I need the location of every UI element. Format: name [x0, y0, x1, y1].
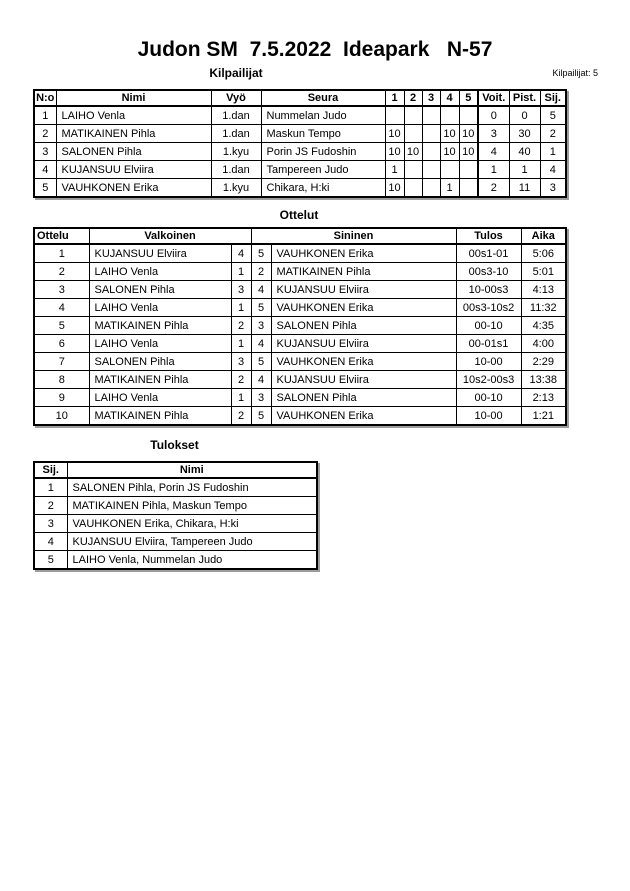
competitors-count-label: Kilpailijat: 5	[552, 68, 598, 78]
cell-white-number: 1	[231, 263, 251, 281]
cell-white-number: 3	[231, 281, 251, 299]
cell-white-name: MATIKAINEN Pihla	[89, 317, 231, 335]
cell-blue-name: SALONEN Pihla	[271, 317, 456, 335]
col-header-voit: Voit.	[478, 90, 509, 106]
cell-voit: 2	[478, 179, 509, 198]
cell-blue-number: 2	[251, 263, 271, 281]
cell-match-no: 7	[34, 353, 89, 371]
table-row	[34, 389, 566, 407]
table-row	[34, 371, 566, 389]
cell-time: 4:35	[521, 317, 566, 335]
cell-score-5	[459, 179, 478, 198]
cell-result: 00-10	[456, 317, 521, 335]
cell-name-club: SALONEN Pihla, Porin JS Fudoshin	[67, 478, 317, 497]
cell-seura: Maskun Tempo	[261, 125, 385, 143]
col-header-pist: Pist.	[509, 90, 540, 106]
cell-blue-name: VAUHKONEN Erika	[271, 353, 456, 371]
cell-white-number: 2	[231, 317, 251, 335]
cell-nimi: MATIKAINEN Pihla	[56, 125, 211, 143]
matches-table	[33, 227, 567, 426]
col-header-vyo: Vyö	[211, 90, 261, 106]
section-heading-tulokset: Tulokset	[150, 438, 199, 452]
cell-score-3	[422, 143, 440, 161]
cell-voit: 4	[478, 143, 509, 161]
cell-sij: 3	[540, 179, 566, 198]
col-header-ottelu: Ottelu	[34, 228, 89, 244]
table-header-row	[34, 228, 566, 244]
cell-time: 2:13	[521, 389, 566, 407]
cell-white-name: LAIHO Venla	[89, 335, 231, 353]
cell-result: 00s3-10	[456, 263, 521, 281]
cell-white-name: SALONEN Pihla	[89, 353, 231, 371]
cell-score-1: 10	[385, 143, 404, 161]
cell-time: 1:21	[521, 407, 566, 426]
cell-no: 2	[34, 125, 56, 143]
cell-white-number: 1	[231, 389, 251, 407]
cell-rank: 5	[34, 551, 67, 570]
cell-score-2: 10	[404, 143, 422, 161]
cell-score-2	[404, 161, 422, 179]
cell-blue-name: VAUHKONEN Erika	[271, 407, 456, 426]
col-header-valkoinen: Valkoinen	[89, 228, 251, 244]
cell-white-name: LAIHO Venla	[89, 299, 231, 317]
cell-rank: 1	[34, 478, 67, 497]
cell-score-4: 10	[440, 143, 459, 161]
cell-blue-name: VAUHKONEN Erika	[271, 244, 456, 263]
cell-nimi: KUJANSUU Elviira	[56, 161, 211, 179]
cell-blue-name: VAUHKONEN Erika	[271, 299, 456, 317]
cell-rank: 2	[34, 497, 67, 515]
table-row	[34, 299, 566, 317]
cell-white-number: 1	[231, 299, 251, 317]
cell-blue-number: 5	[251, 299, 271, 317]
cell-name-club: VAUHKONEN Erika, Chikara, H:ki	[67, 515, 317, 533]
cell-result: 00s3-10s2	[456, 299, 521, 317]
cell-score-5	[459, 161, 478, 179]
table-header-row	[34, 462, 317, 478]
table-row	[34, 335, 566, 353]
cell-match-no: 3	[34, 281, 89, 299]
cell-match-no: 1	[34, 244, 89, 263]
page-title: Judon SM 7.5.2022 Ideapark N-57	[137, 38, 493, 61]
cell-seura: Porin JS Fudoshin	[261, 143, 385, 161]
cell-pist: 0	[509, 106, 540, 125]
cell-result: 10-00s3	[456, 281, 521, 299]
table-row	[34, 281, 566, 299]
cell-score-2	[404, 179, 422, 198]
col-header-nimi: Nimi	[67, 462, 317, 478]
cell-voit: 0	[478, 106, 509, 125]
cell-vyo: 1.dan	[211, 106, 261, 125]
cell-score-3	[422, 106, 440, 125]
cell-result: 10-00	[456, 353, 521, 371]
cell-voit: 3	[478, 125, 509, 143]
cell-white-name: MATIKAINEN Pihla	[89, 407, 231, 426]
cell-blue-number: 4	[251, 281, 271, 299]
table-row	[34, 143, 566, 161]
cell-white-name: MATIKAINEN Pihla	[89, 371, 231, 389]
cell-nimi: VAUHKONEN Erika	[56, 179, 211, 198]
col-header-aika: Aika	[521, 228, 566, 244]
results-table	[33, 461, 318, 570]
cell-score-4: 1	[440, 179, 459, 198]
cell-vyo: 1.kyu	[211, 179, 261, 198]
cell-time: 4:00	[521, 335, 566, 353]
cell-score-5	[459, 106, 478, 125]
cell-no: 5	[34, 179, 56, 198]
table-row	[34, 407, 566, 426]
cell-result: 10s2-00s3	[456, 371, 521, 389]
section-heading-ottelut: Ottelut	[279, 208, 319, 222]
cell-pist: 11	[509, 179, 540, 198]
cell-name-club: MATIKAINEN Pihla, Maskun Tempo	[67, 497, 317, 515]
table-row	[34, 533, 317, 551]
col-header-seura: Seura	[261, 90, 385, 106]
cell-rank: 4	[34, 533, 67, 551]
cell-vyo: 1.dan	[211, 161, 261, 179]
cell-score-3	[422, 179, 440, 198]
table-row	[34, 244, 566, 263]
cell-score-4	[440, 106, 459, 125]
cell-score-2	[404, 125, 422, 143]
cell-score-5: 10	[459, 125, 478, 143]
table-row	[34, 353, 566, 371]
cell-match-no: 8	[34, 371, 89, 389]
cell-time: 4:13	[521, 281, 566, 299]
col-header-g1: 1	[385, 90, 404, 106]
cell-score-1: 10	[385, 125, 404, 143]
section-heading-kilpailijat: Kilpailijat	[209, 66, 263, 80]
cell-white-number: 4	[231, 244, 251, 263]
cell-blue-name: KUJANSUU Elviira	[271, 281, 456, 299]
col-header-g4: 4	[440, 90, 459, 106]
cell-score-3	[422, 125, 440, 143]
col-header-sij: Sij.	[540, 90, 566, 106]
table-row	[34, 263, 566, 281]
col-header-g3: 3	[422, 90, 440, 106]
col-header-g5: 5	[459, 90, 478, 106]
col-header-sininen: Sininen	[251, 228, 456, 244]
cell-nimi: LAIHO Venla	[56, 106, 211, 125]
col-header-sij: Sij.	[34, 462, 67, 478]
col-header-tulos: Tulos	[456, 228, 521, 244]
cell-blue-number: 3	[251, 317, 271, 335]
cell-blue-name: KUJANSUU Elviira	[271, 335, 456, 353]
cell-no: 4	[34, 161, 56, 179]
col-header-no: N:o	[34, 90, 56, 106]
cell-result: 00-10	[456, 389, 521, 407]
cell-blue-number: 3	[251, 389, 271, 407]
cell-score-1: 1	[385, 161, 404, 179]
cell-match-no: 4	[34, 299, 89, 317]
cell-time: 2:29	[521, 353, 566, 371]
table-row	[34, 125, 566, 143]
cell-seura: Chikara, H:ki	[261, 179, 385, 198]
table-row	[34, 317, 566, 335]
cell-match-no: 10	[34, 407, 89, 426]
table-row	[34, 478, 317, 497]
cell-blue-number: 5	[251, 244, 271, 263]
cell-no: 1	[34, 106, 56, 125]
cell-vyo: 1.kyu	[211, 143, 261, 161]
cell-score-1	[385, 106, 404, 125]
cell-white-name: KUJANSUU Elviira	[89, 244, 231, 263]
cell-score-5: 10	[459, 143, 478, 161]
cell-white-number: 1	[231, 335, 251, 353]
cell-sij: 4	[540, 161, 566, 179]
table-row	[34, 551, 317, 570]
cell-white-number: 2	[231, 407, 251, 426]
cell-pist: 40	[509, 143, 540, 161]
cell-white-name: SALONEN Pihla	[89, 281, 231, 299]
cell-match-no: 5	[34, 317, 89, 335]
table-row	[34, 179, 566, 198]
col-header-g2: 2	[404, 90, 422, 106]
cell-name-club: KUJANSUU Elviira, Tampereen Judo	[67, 533, 317, 551]
cell-white-name: LAIHO Venla	[89, 263, 231, 281]
cell-white-name: LAIHO Venla	[89, 389, 231, 407]
cell-result: 10-00	[456, 407, 521, 426]
cell-blue-number: 4	[251, 335, 271, 353]
cell-seura: Nummelan Judo	[261, 106, 385, 125]
cell-sij: 1	[540, 143, 566, 161]
cell-pist: 30	[509, 125, 540, 143]
cell-time: 13:38	[521, 371, 566, 389]
cell-blue-name: SALONEN Pihla	[271, 389, 456, 407]
cell-blue-name: MATIKAINEN Pihla	[271, 263, 456, 281]
cell-sij: 5	[540, 106, 566, 125]
cell-white-number: 2	[231, 371, 251, 389]
cell-match-no: 2	[34, 263, 89, 281]
cell-seura: Tampereen Judo	[261, 161, 385, 179]
cell-vyo: 1.dan	[211, 125, 261, 143]
cell-result: 00s1-01	[456, 244, 521, 263]
cell-voit: 1	[478, 161, 509, 179]
cell-pist: 1	[509, 161, 540, 179]
table-row	[34, 106, 566, 125]
cell-rank: 3	[34, 515, 67, 533]
cell-score-4	[440, 161, 459, 179]
competitors-table	[33, 89, 567, 198]
cell-blue-name: KUJANSUU Elviira	[271, 371, 456, 389]
table-row	[34, 497, 317, 515]
cell-score-2	[404, 106, 422, 125]
cell-nimi: SALONEN Pihla	[56, 143, 211, 161]
cell-no: 3	[34, 143, 56, 161]
cell-match-no: 9	[34, 389, 89, 407]
cell-result: 00-01s1	[456, 335, 521, 353]
cell-blue-number: 5	[251, 407, 271, 426]
cell-time: 5:06	[521, 244, 566, 263]
cell-time: 11:32	[521, 299, 566, 317]
cell-score-3	[422, 161, 440, 179]
cell-score-1: 10	[385, 179, 404, 198]
cell-blue-number: 4	[251, 371, 271, 389]
col-header-nimi: Nimi	[56, 90, 211, 106]
cell-sij: 2	[540, 125, 566, 143]
cell-time: 5:01	[521, 263, 566, 281]
table-row	[34, 515, 317, 533]
table-header-row	[34, 90, 566, 106]
cell-name-club: LAIHO Venla, Nummelan Judo	[67, 551, 317, 570]
cell-blue-number: 5	[251, 353, 271, 371]
table-row	[34, 161, 566, 179]
cell-score-4: 10	[440, 125, 459, 143]
cell-match-no: 6	[34, 335, 89, 353]
cell-white-number: 3	[231, 353, 251, 371]
